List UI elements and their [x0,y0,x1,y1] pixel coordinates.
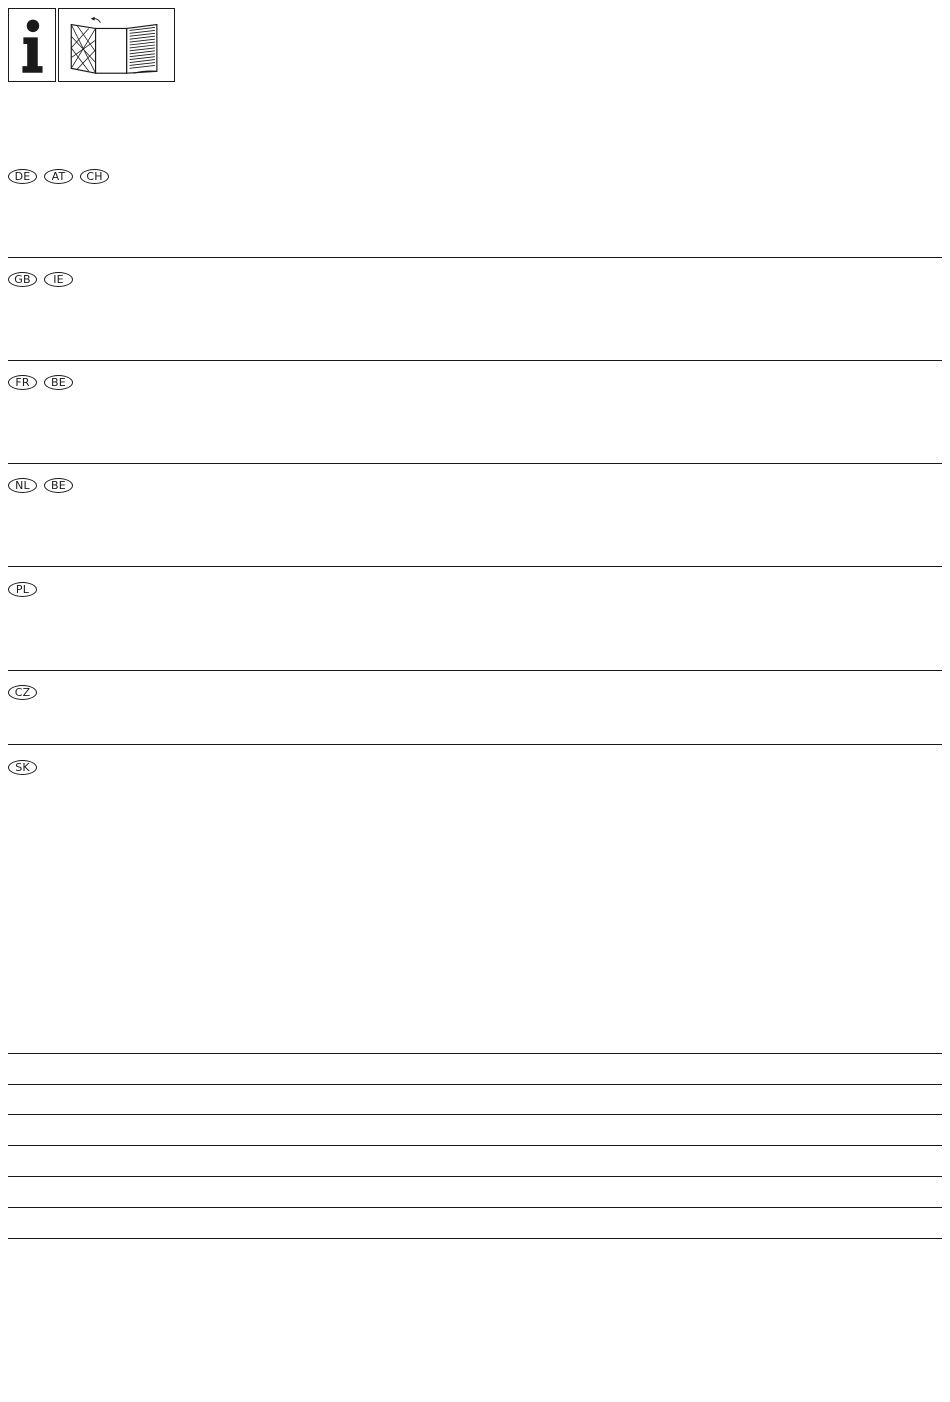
country-badge: GB [8,272,37,287]
section-de-at-ch [8,169,109,185]
blank-rule-line [8,1145,942,1146]
blank-rule-line [8,1238,942,1239]
country-badge: AT [44,169,73,184]
info-icon-box [8,8,56,82]
country-badge: DE [8,169,37,184]
fold-out-page-icon-box [58,8,175,82]
blank-rule-line [8,1114,942,1115]
section-gb-ie [8,272,73,288]
country-badge: IE [44,272,73,287]
country-badge: BE [44,375,73,390]
section-fr-be [8,375,73,391]
section-divider [8,744,942,745]
blank-rule-line [8,1176,942,1177]
blank-rule-line [8,1084,942,1085]
section-cz [8,685,37,701]
country-badge: CZ [8,685,37,700]
country-badge: CH [80,169,109,184]
blank-rule-line [8,1053,942,1054]
section-divider [8,257,942,258]
section-divider [8,566,942,567]
section-pl [8,582,37,598]
fold-out-page-icon [59,9,174,81]
section-sk [8,760,37,776]
section-divider [8,360,942,361]
country-badge: BE [44,478,73,493]
section-divider [8,463,942,464]
country-badge: SK [8,760,37,775]
blank-rule-line [8,1207,942,1208]
country-badge: NL [8,478,37,493]
section-nl-be [8,478,73,494]
section-divider [8,670,942,671]
country-badge: FR [8,375,37,390]
country-badge: PL [8,582,37,597]
info-icon [9,9,55,81]
